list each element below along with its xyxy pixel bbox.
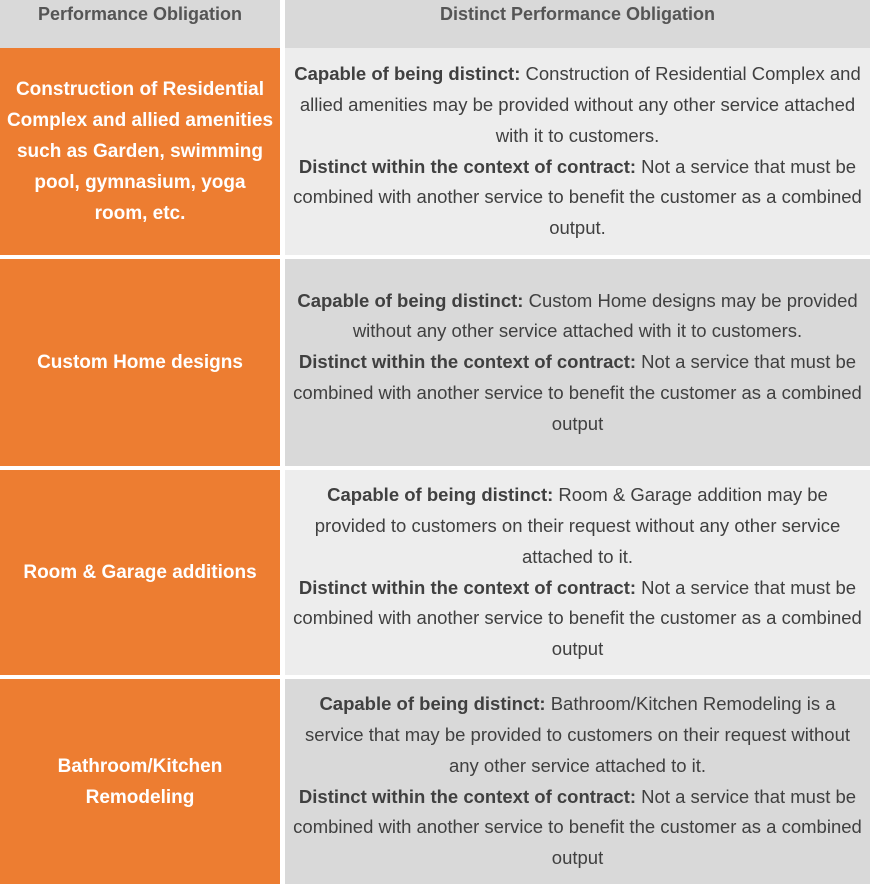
obligation-label: Construction of Residential Complex and allied amenities such as Garden, swimming pool, gymnasium, yoga room, etc. [6, 79, 274, 224]
distinct-label: Distinct within the context of contract: [298, 576, 637, 598]
capable-label: Capable of being distinct: [294, 63, 521, 85]
distinct-text: Not a service that must be combined with another service to benefit the customer as a combined output [293, 785, 862, 869]
distinct-cell-construction [285, 48, 870, 255]
distinct-cell-custom-home [285, 259, 870, 466]
obligation-cell-bathroom-kitchen [0, 679, 280, 884]
distinct-text: Not a service that must be combined with another service to benefit the customer as a combined output. [293, 155, 862, 239]
distinct-description [293, 59, 862, 244]
header-col1-label: Performance Obligation [37, 4, 243, 24]
distinct-cell-room-garage [285, 470, 870, 675]
distinct-description [293, 286, 862, 440]
capable-label: Capable of being distinct: [319, 693, 546, 715]
distinct-label: Distinct within the context of contract: [298, 351, 637, 373]
header-performance-obligation [0, 0, 280, 48]
capable-text: Room & Garage addition may be provided to customers on their request without any other service attached to it. [314, 484, 841, 567]
capable-text: Custom Home designs may be provided without any other service attached with it to customers. [352, 289, 858, 342]
distinct-label: Distinct within the context of contract: [298, 785, 637, 807]
header-distinct-performance-obligation [285, 0, 870, 48]
distinct-text: Not a service that must be combined with another service to benefit the customer as a combined output [293, 576, 862, 660]
obligation-label: Bathroom/Kitchen Remodeling [57, 755, 223, 808]
distinct-description [293, 480, 862, 665]
obligation-cell-custom-home [0, 259, 280, 466]
distinct-label: Distinct within the context of contract: [298, 155, 637, 177]
capable-text: Construction of Residential Complex and allied amenities may be provided without any other service attached with it to customers. [299, 63, 861, 146]
distinct-cell-bathroom-kitchen [285, 679, 870, 884]
distinct-text: Not a service that must be combined with another service to benefit the customer as a combined output [293, 351, 862, 434]
capable-label: Capable of being distinct: [327, 484, 554, 506]
obligation-cell-construction [0, 48, 280, 255]
capable-label: Capable of being distinct: [297, 289, 524, 311]
obligation-label: Room & Garage additions [23, 562, 257, 583]
obligation-label: Custom Home designs [37, 352, 243, 373]
distinct-description [293, 689, 862, 874]
obligation-cell-room-garage [0, 470, 280, 675]
header-col2-label: Distinct Performance Obligation [439, 4, 716, 24]
capable-text: Bathroom/Kitchen Remodeling is a service that may be provided to customers on their request without any other service attached to it. [305, 693, 850, 776]
